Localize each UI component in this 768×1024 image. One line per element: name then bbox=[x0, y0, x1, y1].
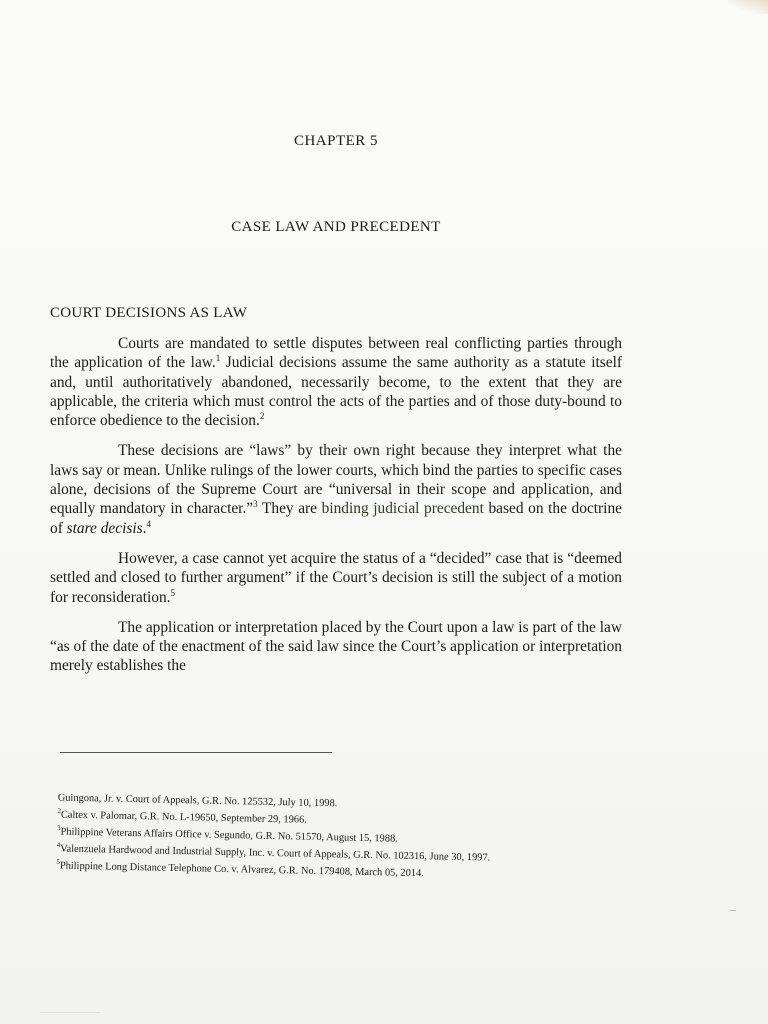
highlighted-phrase: binding judicial precedent bbox=[321, 500, 484, 518]
paragraph-2-text-d: . bbox=[142, 519, 147, 537]
footnote-number: 4 bbox=[56, 841, 61, 850]
footnote-text: Philippine Long Distance Telephone Co. v. Alvarez, G.R. No. 179408, March 05, 2014. bbox=[59, 860, 424, 880]
chapter-title: CASE LAW AND PRECEDENT bbox=[231, 219, 441, 235]
paragraph-3 bbox=[50, 549, 622, 607]
footnote-text: Valenzuela Hardwood and Industrial Supply, Inc. v. Court of Appeals, G.R. No. 102316, June 30, 1997. bbox=[60, 843, 491, 864]
footnotes bbox=[56, 788, 598, 885]
paragraph-2-text-c: based on the doctrine of bbox=[50, 500, 622, 537]
footnote-number: 2 bbox=[57, 807, 62, 816]
paragraph-4 bbox=[50, 618, 622, 676]
paragraph-1 bbox=[50, 334, 622, 430]
section-heading: COURT DECISIONS AS LAW bbox=[50, 305, 248, 321]
italic-term: stare decisis bbox=[66, 519, 143, 537]
footnote-number: 3 bbox=[57, 824, 61, 833]
paragraph-2 bbox=[50, 441, 622, 537]
footnote-ref-5: 5 bbox=[170, 587, 176, 598]
footnote-ref-1: 1 bbox=[215, 353, 221, 364]
footnote-ref-3: 3 bbox=[253, 499, 258, 510]
chapter-number: CHAPTER 5 bbox=[293, 133, 379, 149]
page-corner-shadow bbox=[728, 0, 768, 14]
paragraph-4-text-a: The application or interpretation placed by the Court upon a law is part of the law “as of the date of the enactment of the said law since the Court’s application or interpretation merely establishes the bbox=[50, 618, 622, 675]
paragraph-1-text-b: Judicial decisions assume the same authority as a statute itself and, until authoritatively abandoned, necessarily become, to the extent that they are applicable, the criteria which must control the acts of the parties and of those duty-bound to enforce obedience to the decision. bbox=[50, 354, 623, 430]
footnote-text: Philippine Veterans Affairs Office v. Segundo, G.R. No. 51570, August 15, 1988. bbox=[60, 826, 398, 845]
footnote-text: Guingona, Jr. v. Court of Appeals, G.R. No. 125532, July 10, 1998. bbox=[57, 792, 338, 810]
body-text bbox=[50, 334, 622, 687]
footnote-text: Caltex v. Palomar, G.R. No. L-19650, September 29, 1966. bbox=[60, 809, 307, 826]
paragraph-1-text-a: Courts are mandated to settle disputes between real conflicting parties through the application of the law. bbox=[50, 335, 622, 372]
paragraph-3-text-a: However, a case cannot yet acquire the status of a “decided” case that is “deemed settled and closed to further argument” if the Court’s decision is still the subject of a motion for reconsideration. bbox=[50, 549, 622, 606]
paragraph-2-text-a: These decisions are “laws” by their own right because they interpret what the laws say or mean. Unlike rulings of the lower courts, which bind the parties to specific cases alone, decisions of the Supreme Court are “universal in their scope and application, and equally mandatory in character.” bbox=[50, 442, 622, 518]
footnote-ref-4: 4 bbox=[146, 518, 151, 529]
paragraph-2-text-b: They are bbox=[257, 500, 322, 518]
footnote-ref-2: 2 bbox=[259, 411, 265, 422]
paper-speck bbox=[730, 910, 736, 911]
paper-edge-shadow bbox=[40, 1012, 100, 1013]
footnote-number: 5 bbox=[56, 858, 61, 867]
footnote-divider bbox=[60, 752, 332, 753]
